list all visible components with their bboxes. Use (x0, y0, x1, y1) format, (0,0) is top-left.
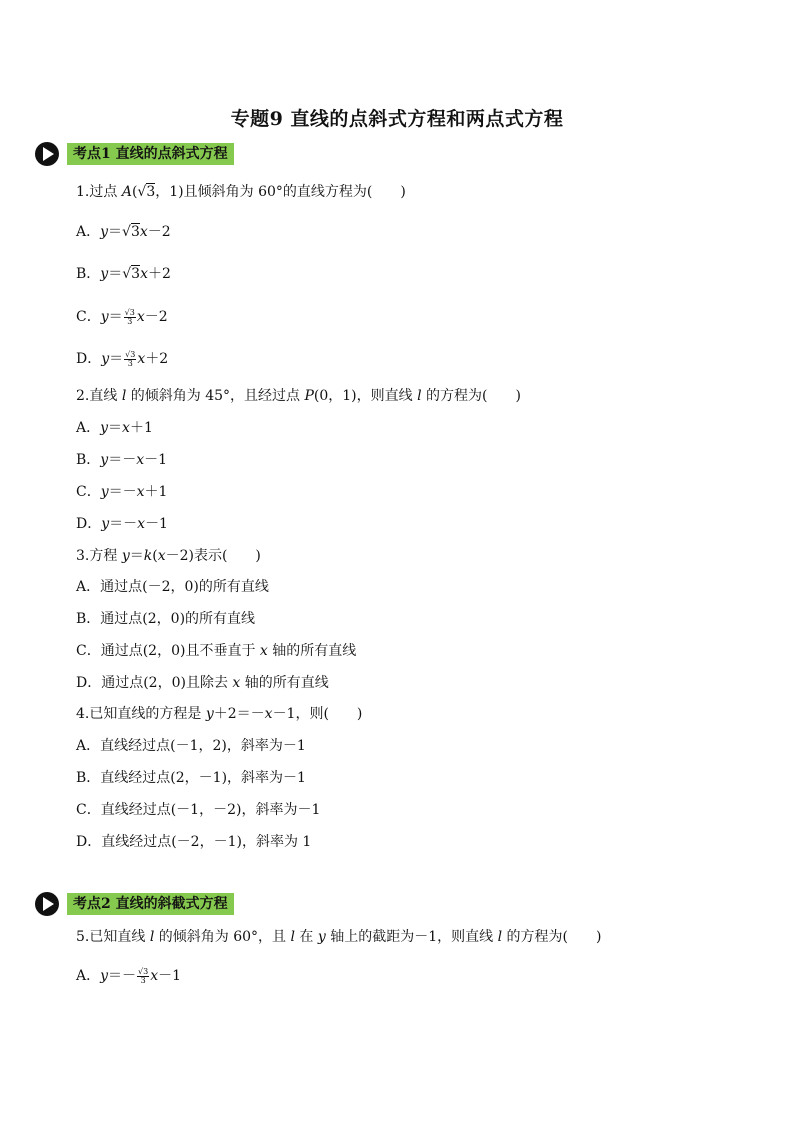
question-1-option-d: D．y＝ $\frac{√3}{3}$ x＋2 (76, 349, 169, 368)
question-1-option-b: B．y＝√3x＋2 (76, 266, 171, 282)
play-icon (34, 891, 60, 917)
section-header-1 (34, 141, 234, 167)
question-4-option-b: B．直线经过点(2，－1)，斜率为－1 (76, 770, 306, 786)
question-4-option-a: A．直线经过点(－1，2)，斜率为－1 (76, 738, 306, 754)
page-title: 专题9 直线的点斜式方程和两点式方程 (230, 108, 564, 130)
question-4-stem: 4.已知直线的方程是 y＋2＝－x－1，则( ) (76, 706, 363, 722)
question-3-option-a: A．通过点(－2，0)的所有直线 (76, 579, 269, 595)
question-5-option-a: A．y＝－ $\frac{√3}{3}$ x－1 (76, 966, 182, 985)
question-2-option-c: C．y＝－x＋1 (76, 484, 168, 500)
question-4-option-c: C．直线经过点(－1，－2)，斜率为－1 (76, 802, 321, 818)
question-3-option-b: B．通过点(2，0)的所有直线 (76, 611, 256, 627)
fraction: $\frac{√3}{3}$ (138, 966, 149, 985)
fraction: $\frac{√3}{3}$ (125, 349, 136, 368)
play-icon (34, 141, 60, 167)
question-3-stem: 3.方程 y＝k(x－2)表示( ) (76, 548, 261, 564)
question-2-option-b: B．y＝－x－1 (76, 452, 168, 468)
question-2-stem: 2.直线 l 的倾斜角为 45°，且经过点 P(0，1)，则直线 l 的方程为( ) (76, 388, 521, 404)
question-1-option-a: A．y＝√3x－2 (76, 224, 171, 240)
section-label: 考点1 直线的点斜式方程 (67, 143, 234, 165)
question-2-option-a: A．y＝x＋1 (76, 420, 153, 436)
question-5-stem: 5.已知直线 l 的倾斜角为 60°，且 l 在 y 轴上的截距为－1，则直线 l 的方程为( ) (76, 929, 602, 945)
question-3-option-d: D．通过点(2，0)且除去 x 轴的所有直线 (76, 675, 329, 691)
section-label: 考点2 直线的斜截式方程 (67, 893, 234, 915)
question-3-option-c: C．通过点(2，0)且不垂直于 x 轴的所有直线 (76, 643, 357, 659)
question-2-option-d: D．y＝－x－1 (76, 516, 168, 532)
question-1-option-c: C．y＝ $\frac{√3}{3}$ x－2 (76, 307, 168, 326)
question-1-stem: 1.过点 A(√3，1)且倾斜角为 60°的直线方程为( ) (76, 184, 406, 200)
fraction: $\frac{√3}{3}$ (124, 307, 135, 326)
question-4-option-d: D．直线经过点(－2，－1)，斜率为 1 (76, 834, 312, 850)
section-header-2 (34, 891, 234, 917)
